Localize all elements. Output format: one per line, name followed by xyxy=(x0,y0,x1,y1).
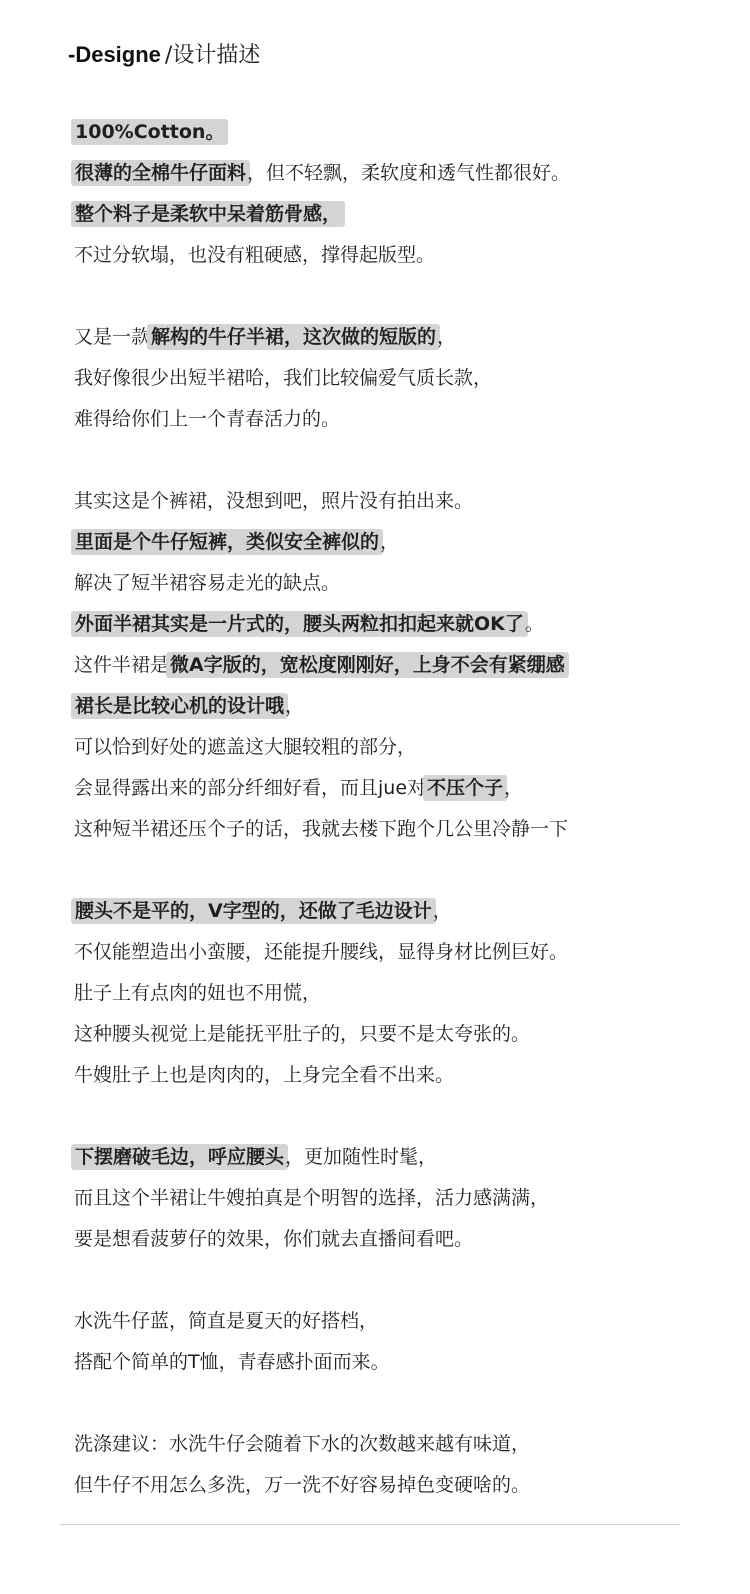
highlighted-text: 100%Cotton。 xyxy=(75,121,225,143)
plain-text: 而且这个半裙让牛嫂拍真是个明智的选择，活力感满满， xyxy=(74,1187,550,1209)
plain-text: 这种腰头视觉上是能抚平肚子的，只要不是太夸张的。 xyxy=(74,1023,531,1045)
paragraph-gap xyxy=(74,850,714,891)
title-english: -Designe xyxy=(68,42,161,67)
text-line xyxy=(74,1178,714,1219)
text-line xyxy=(74,1424,714,1465)
text-line xyxy=(74,686,714,727)
plain-text: ，但不轻飘，柔软度和透气性都很好。 xyxy=(247,162,571,184)
text-line xyxy=(74,727,714,768)
text-line xyxy=(74,358,714,399)
plain-text: 会显得露出来的部分纤细好看，而且jue对 xyxy=(74,777,427,799)
text-line xyxy=(74,235,714,276)
plain-text: 肚子上有点肉的妞也不用慌， xyxy=(74,982,322,1004)
plain-text: 又是一款 xyxy=(74,326,151,348)
plain-text: ， xyxy=(380,531,400,553)
text-line xyxy=(74,112,714,153)
paragraph-gap xyxy=(74,440,714,481)
text-line xyxy=(74,1014,714,1055)
text-line xyxy=(74,891,714,932)
highlighted-text: 微A字版的，宽松度刚刚好，上身不会有紧绷感 xyxy=(170,654,565,676)
text-line xyxy=(74,604,714,645)
highlighted-text: 外面半裙其实是一片式的，腰头两粒扣扣起来就OK了 xyxy=(75,613,524,635)
text-line xyxy=(74,1137,714,1178)
title-chinese: /设计描述 xyxy=(164,43,261,68)
plain-text: ， xyxy=(285,695,305,717)
text-line xyxy=(74,399,714,440)
plain-text: 这种短半裙还压个子的话，我就去楼下跑个几公里冷静一下 xyxy=(74,818,569,840)
highlighted-text: 整个料子是柔软中呆着筋骨感， xyxy=(75,203,342,225)
text-line xyxy=(74,645,714,686)
paragraph-gap xyxy=(74,1383,714,1424)
text-line xyxy=(74,932,714,973)
plain-text: 难得给你们上一个青春活力的。 xyxy=(74,408,341,430)
plain-text: 不过分软塌，也没有粗硬感，撑得起版型。 xyxy=(74,244,436,266)
plain-text: 搭配个简单的T恤，青春感扑面而来。 xyxy=(74,1351,390,1373)
plain-text: 。 xyxy=(524,613,544,635)
plain-text: 水洗牛仔蓝，简直是夏天的好搭档， xyxy=(74,1310,379,1332)
paragraph-gap xyxy=(74,1260,714,1301)
plain-text: 要是想看菠萝仔的效果，你们就去直播间看吧。 xyxy=(74,1228,474,1250)
plain-text: 其实这是个裤裙，没想到吧，照片没有拍出来。 xyxy=(74,490,474,512)
plain-text: 解决了短半裙容易走光的缺点。 xyxy=(74,572,341,594)
highlighted-text: 不压个子 xyxy=(427,777,504,799)
text-line xyxy=(74,153,714,194)
plain-text: 牛嫂肚子上也是肉肉的，上身完全看不出来。 xyxy=(74,1064,455,1086)
text-line xyxy=(74,1342,714,1383)
plain-text: ，更加随性时髦， xyxy=(285,1146,438,1168)
text-line xyxy=(74,522,714,563)
text-line xyxy=(74,1465,714,1506)
plain-text: 这件半裙是 xyxy=(74,654,170,676)
highlighted-text: 下摆磨破毛边，呼应腰头 xyxy=(75,1146,285,1168)
plain-text: ， xyxy=(432,900,452,922)
text-line xyxy=(74,1055,714,1096)
highlighted-text: 里面是个牛仔短裤，类似安全裤似的 xyxy=(75,531,380,553)
text-line xyxy=(74,194,714,235)
plain-text: 可以恰到好处的遮盖这大腿较粗的部分， xyxy=(74,736,417,758)
page-title xyxy=(68,38,260,74)
text-line xyxy=(74,563,714,604)
bottom-divider xyxy=(60,1524,680,1525)
highlighted-text: 腰头不是平的，V字型的，还做了毛边设计 xyxy=(75,900,432,922)
plain-text: 不仅能塑造出小蛮腰，还能提升腰线，显得身材比例巨好。 xyxy=(74,941,569,963)
plain-text: ， xyxy=(437,326,457,348)
paragraph-gap xyxy=(74,1096,714,1137)
highlighted-text: 解构的牛仔半裙，这次做的短版的 xyxy=(151,326,437,348)
text-line xyxy=(74,481,714,522)
plain-text: 但牛仔不用怎么多洗，万一洗不好容易掉色变硬啥的。 xyxy=(74,1474,531,1496)
text-line xyxy=(74,973,714,1014)
text-line xyxy=(74,768,714,809)
plain-text: 我好像很少出短半裙哈，我们比较偏爱气质长款， xyxy=(74,367,493,389)
text-line xyxy=(74,809,714,850)
plain-text: ， xyxy=(504,777,524,799)
paragraph-gap xyxy=(74,276,714,317)
text-line xyxy=(74,1301,714,1342)
text-line xyxy=(74,317,714,358)
highlighted-text: 裙长是比较心机的设计哦 xyxy=(75,695,285,717)
plain-text: 洗涤建议：水洗牛仔会随着下水的次数越来越有味道， xyxy=(74,1433,531,1455)
text-line xyxy=(74,1219,714,1260)
description-body xyxy=(74,112,714,1506)
highlighted-text: 很薄的全棉牛仔面料 xyxy=(75,162,247,184)
